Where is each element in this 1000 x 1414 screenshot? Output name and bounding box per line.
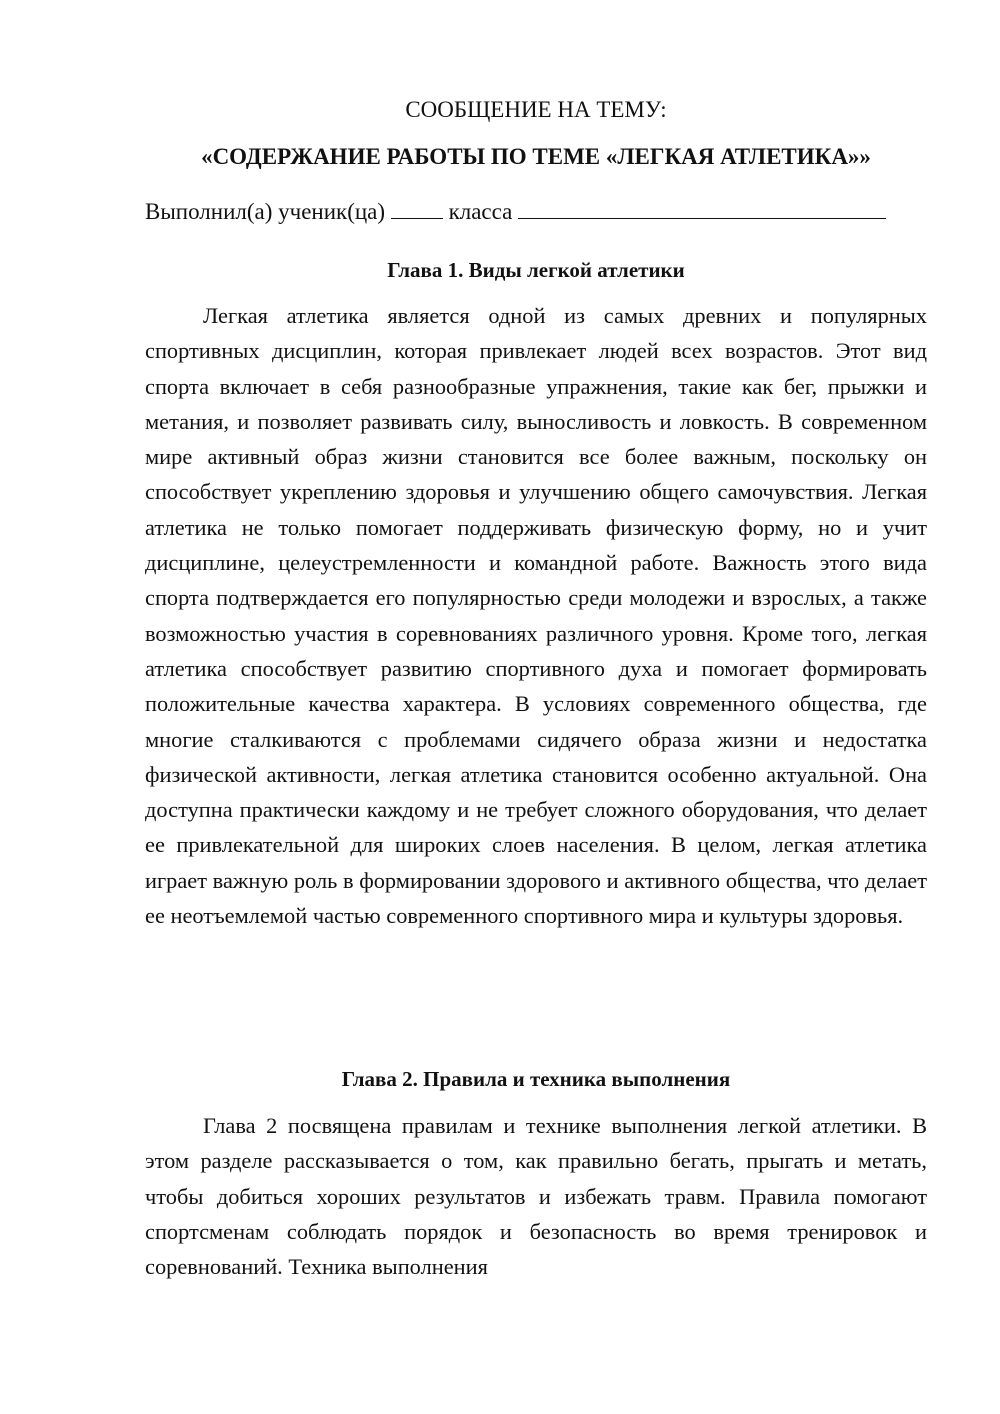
document-title-line-1: СООБЩЕНИЕ НА ТЕМУ: <box>405 97 667 122</box>
class-blank-field <box>391 198 443 219</box>
class-label: класса <box>448 199 513 224</box>
author-line <box>145 198 927 226</box>
chapter-2-heading: Глава 2. Правила и техника выполнения <box>341 1067 731 1091</box>
chapter-1-paragraph: Легкая атлетика является одной из самых древних и популярных спортивных дисциплин, которая привлекает людей всех возрастов. Этот вид спорта включает в себя разнообразные упражнения, такие как бег, прыжки и метания, и позволяет развивать силу, выносливость и ловкость. В современном мире активный образ жизни становится все более важным, поскольку он способствует укреплению здоровья и улучшению общего самочувствия. Легкая атлетика не только помогает поддерживать физическую форму, но и учит дисциплине, целеустремленности и командной работе. Важность этого вида спорта подтверждается его популярностью среди молодежи и взрослых, а также возможностью участия в соревнованиях различного уровня. Кроме того, легкая атлетика способствует развитию спортивного духа и помогает формировать положительные качества характера. В условиях современного общества, где многие сталкиваются с проблемами сидячего образа жизни и недостатка физической активности, легкая атлетика становится особенно актуальной. Она доступна практически каждому и не требует сложного оборудования, что делает ее привлекательной для широких слоев населения. В целом, легкая атлетика играет важную роль в формировании здорового и активного общества, что делает ее неотъемлемой частью современного спортивного мира и культуры здоровья. <box>145 303 927 929</box>
author-label: Выполнил(а) ученик(ца) <box>145 199 386 224</box>
chapter-1-heading: Глава 1. Виды легкой атлетики <box>387 258 685 282</box>
name-blank-field <box>518 198 886 219</box>
chapter-2-paragraph: Глава 2 посвящена правилам и технике выполнения легкой атлетики. В этом разделе рассказывается о том, как правильно бегать, прыгать и метать, чтобы добиться хороших результатов и избежать травм. Правила помогают спортсменам соблюдать порядок и безопасность во время тренировок и соревнований. Техника выполнения <box>145 1113 927 1280</box>
document-title-line-2: «СОДЕРЖАНИЕ РАБОТЫ ПО ТЕМЕ «ЛЕГКАЯ АТЛЕТИКА»» <box>201 144 871 169</box>
